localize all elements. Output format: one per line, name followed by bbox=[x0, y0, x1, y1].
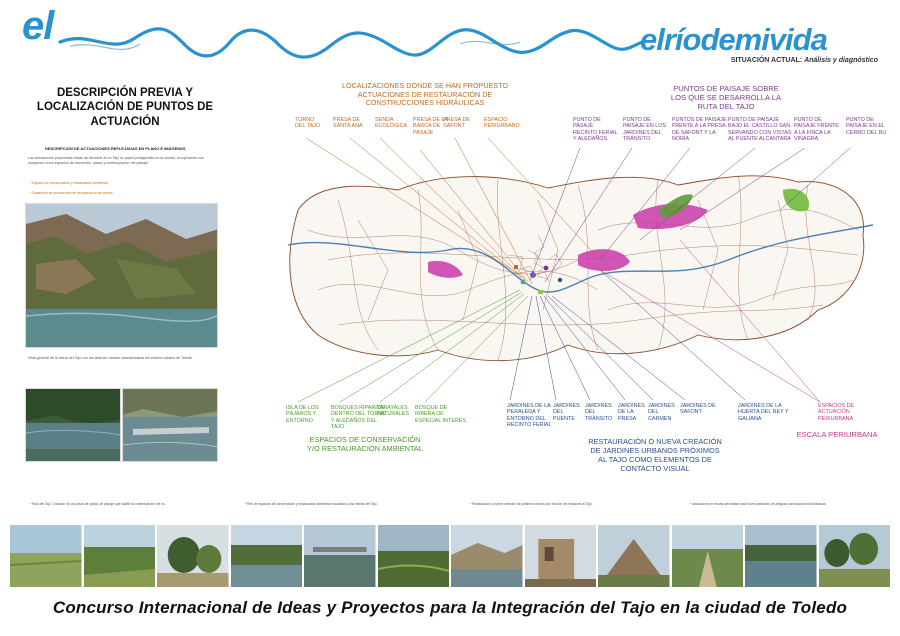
label-punto-castillo-san-servando bbox=[728, 117, 792, 143]
label-presa-santa-ana bbox=[333, 117, 363, 130]
label-line: PRESA DE bbox=[443, 117, 470, 123]
site-map bbox=[278, 140, 878, 390]
strip-photo-trees bbox=[157, 525, 229, 587]
left-title-line-3: ACTUACIÓN bbox=[90, 115, 160, 128]
label-line: ENTORNO DEL bbox=[507, 415, 546, 422]
strip-photo-orchard bbox=[84, 525, 156, 587]
label-line: ACTUACIÓN bbox=[818, 409, 850, 416]
label-jardines-huerta-rey bbox=[738, 403, 789, 422]
label-line: SANTA ANA bbox=[333, 123, 363, 130]
label-line: CERRO DEL BU bbox=[846, 129, 887, 136]
heading-hydraulic-line-3: CONSTRUCCIONES HIDRÁULICAS bbox=[365, 98, 485, 108]
label-line: DEL bbox=[553, 409, 564, 416]
label-line: NATURALES bbox=[377, 411, 409, 418]
heading-hydraulic bbox=[340, 82, 510, 108]
logo-left: el bbox=[22, 4, 54, 48]
label-jardines-carmen bbox=[648, 403, 675, 422]
label-line: JARDINES bbox=[585, 403, 612, 409]
left-caption-1: Vista general de la ribera del Tajo con las laderas rocosas características del entorno urbano de Toledo. bbox=[28, 356, 193, 360]
label-line: JARDINES DE LA bbox=[507, 403, 551, 409]
heading-conservation bbox=[290, 436, 440, 454]
label-line: BOSQUES RIPARIOS bbox=[331, 405, 385, 411]
label-presa-safont bbox=[443, 117, 470, 130]
label-line: GALIANA bbox=[738, 415, 762, 422]
label-line: ESPECIAL INTERÉS bbox=[415, 417, 467, 424]
label-line: PUNTO DE bbox=[794, 117, 822, 123]
bottom-note-4: * Actuaciones en escala periurbana para la recuperación de antiguas construcciones hidráulicas. bbox=[690, 502, 827, 506]
left-title-line-1: DESCRIPCIÓN PREVIA Y bbox=[56, 87, 194, 99]
bottom-note-2: * Red de espacios de conservación y restauración ambiental vinculados a las riberas del Tajo. bbox=[245, 502, 378, 506]
label-line: SERVANDO CON VISTAS bbox=[728, 129, 792, 136]
label-line: JARDINES bbox=[648, 403, 675, 409]
label-line: PRESA DE LA bbox=[413, 117, 449, 123]
label-jardines-puente bbox=[553, 403, 580, 422]
left-section-label: DESCRIPCIÓN DE ACTUACIONES REFLEJADAS EN PLANO E IMÁGENES bbox=[45, 146, 186, 151]
heading-gardens-line-1: RESTAURACIÓN O NUEVA CREACIÓN bbox=[588, 437, 722, 446]
label-bosque-ribera bbox=[415, 405, 466, 424]
label-jardines-presa bbox=[618, 403, 645, 422]
label-line: JARDINES DEL bbox=[623, 129, 662, 136]
strip-photo-mill bbox=[598, 525, 670, 587]
heading-gardens bbox=[582, 438, 728, 474]
strip-photo-reeds bbox=[378, 525, 450, 587]
label-line: A LA FINCA LA bbox=[794, 129, 831, 136]
left-title-line-2: LOCALIZACIÓN DE PUNTOS DE bbox=[36, 101, 214, 114]
strip-photo-valley bbox=[451, 525, 523, 587]
heading-hydraulic-line-1: LOCALIZACIONES DONDE SE HAN PROPUESTO bbox=[341, 81, 508, 90]
label-line: Y ALEDAÑOS bbox=[573, 136, 608, 143]
label-line: ESPACIOS DE bbox=[818, 403, 855, 409]
heading-route-line-1: PUNTOS DE PAISAJE SOBRE bbox=[673, 84, 779, 93]
label-punto-cerro-del-bu bbox=[846, 117, 886, 136]
label-line: TRÁNSITO bbox=[623, 136, 651, 143]
label-line: BOSQUE DE bbox=[415, 405, 448, 411]
strip-photo-path bbox=[672, 525, 744, 587]
label-espacios-periurbana bbox=[818, 403, 854, 422]
heading-conservation-line-1: ESPACIOS DE CONSERVACIÓN bbox=[309, 435, 421, 444]
label-line: DENTRO DEL TORNO bbox=[331, 411, 387, 418]
label-line: PÁJAROS Y bbox=[286, 411, 317, 418]
label-line: Y ALEDAÑOS DEL bbox=[331, 417, 378, 424]
label-line: PERIURBANO bbox=[484, 123, 520, 130]
label-punto-finca-vinagra bbox=[794, 117, 839, 143]
strip-photo-ruins bbox=[525, 525, 597, 587]
label-line: TAJO bbox=[331, 424, 345, 431]
label-line: RECINTO FERIAL bbox=[573, 129, 618, 136]
heading-route-line-2: LOS QUE SE DESARROLLA LA bbox=[670, 93, 782, 103]
label-line: PUNTO DE PAISAJE bbox=[728, 117, 780, 123]
label-line: JARDINES DE bbox=[680, 403, 716, 409]
label-torno-del-tajo bbox=[295, 117, 320, 130]
strip-photo-water bbox=[745, 525, 817, 587]
label-line: TARAYALES bbox=[377, 405, 408, 411]
footer-title: Concurso Internacional de Ideas y Proyectos para la Integración del Tajo en la ciudad de Toledo bbox=[52, 598, 848, 617]
label-line: PASAJE bbox=[413, 129, 434, 136]
label-line: PERIURBANA bbox=[818, 415, 854, 422]
heading-periurban-line-1: ESCALA PERIURBANA bbox=[796, 430, 878, 439]
bottom-note-1: * Ruta del Tajo. Creación de una traza de puntos de paisaje que facilite la contemplación del río. bbox=[30, 502, 166, 506]
label-line: JARDINES bbox=[618, 403, 645, 409]
label-line: HUERTA DEL REY Y bbox=[738, 409, 789, 416]
label-tarayales bbox=[377, 405, 409, 418]
label-line: AL PUENTE ALCANTARA bbox=[728, 136, 791, 143]
heading-hydraulic-line-2: ACTUACIONES DE RESTAURACIÓN DE bbox=[357, 89, 493, 99]
label-line: DE LA bbox=[618, 409, 634, 416]
subtitle-bold: SITUACIÓN ACTUAL: bbox=[730, 57, 803, 64]
label-line: PAISAJE FRENTE bbox=[794, 123, 839, 130]
label-line: NORIA bbox=[672, 136, 690, 143]
label-line: ESPACIO bbox=[484, 117, 508, 123]
label-line: PRESA bbox=[618, 415, 637, 422]
photo-weir bbox=[122, 388, 218, 462]
strip-photo-bridge bbox=[304, 525, 376, 587]
label-line: RECINTO FERIAL bbox=[507, 422, 552, 429]
label-line: SAFONT bbox=[680, 409, 702, 416]
label-line: DEL bbox=[648, 409, 659, 416]
label-line: JARDINES DE LA bbox=[738, 403, 782, 409]
label-line: TRÁNSITO bbox=[585, 415, 613, 422]
header-subtitle bbox=[700, 57, 878, 64]
label-jardines-safont bbox=[680, 403, 716, 416]
label-line: JARDINES bbox=[553, 403, 580, 409]
label-line: DE SAFONT Y LA bbox=[672, 129, 716, 136]
photo-river-bank bbox=[25, 388, 121, 462]
label-punto-jardines-transito bbox=[623, 117, 666, 143]
label-line: PUNTOS DE PAISAJE bbox=[672, 117, 727, 123]
label-line: PASAJE bbox=[573, 123, 594, 130]
label-line: PUNTO DE bbox=[846, 117, 874, 123]
left-title bbox=[30, 86, 220, 129]
photo-strip bbox=[10, 525, 890, 587]
label-line: SAFONT bbox=[443, 123, 465, 130]
label-line: PAISAJE EN LOS bbox=[623, 123, 667, 130]
heading-periurban bbox=[792, 430, 882, 439]
label-line: VINAGRA bbox=[794, 136, 819, 143]
heading-gardens-line-3: AL TAJO COMO ELEMENTOS DE bbox=[598, 454, 712, 464]
label-line: BARCA DE bbox=[413, 123, 441, 130]
heading-gardens-line-2: DE JARDINES URBANOS PRÓXIMOS bbox=[590, 445, 720, 455]
label-line: BAJO EL CASTILLO SAN bbox=[728, 123, 791, 130]
label-line: ENTORNO bbox=[286, 417, 313, 424]
label-line: FRENTE A LA PRESA bbox=[672, 123, 726, 130]
label-senda-ecologica bbox=[375, 117, 407, 130]
label-line: PUENTE bbox=[553, 415, 575, 422]
label-line: ECOLÓGICA bbox=[375, 123, 408, 130]
label-line: PUNTO DE bbox=[573, 117, 601, 123]
label-line: PRESA DE bbox=[333, 117, 360, 123]
label-line: ISLA DE LOS bbox=[286, 405, 319, 411]
label-punto-recinto-ferial bbox=[573, 117, 618, 143]
label-jardines-transito bbox=[585, 403, 612, 422]
label-isla-pajaros bbox=[286, 405, 319, 424]
label-line: PUNTO DE bbox=[623, 117, 651, 123]
label-espacio-periurbano bbox=[484, 117, 520, 130]
strip-photo-riverbank bbox=[231, 525, 303, 587]
left-note-2: * Desarrollo de actuaciones de recuperación de riberas. bbox=[30, 191, 114, 195]
left-note-1: * Espacio de conservación y restauración ambiental. bbox=[30, 181, 109, 185]
label-line: DEL TAJO bbox=[295, 123, 321, 130]
label-line: TORNO bbox=[295, 117, 315, 123]
label-jardines-peraleda bbox=[507, 403, 552, 429]
heading-route bbox=[668, 84, 784, 111]
logo-right: elríodemivida bbox=[640, 22, 827, 57]
label-line: PERALEDA Y bbox=[507, 409, 541, 416]
subtitle-italic: Análisis y diagnóstico bbox=[804, 57, 878, 64]
strip-photo-fields bbox=[10, 525, 82, 587]
heading-conservation-line-2: Y/O RESTAURACIÓN AMBIENTAL bbox=[307, 443, 423, 453]
label-line: CARMEN bbox=[648, 415, 672, 422]
strip-photo-grove bbox=[819, 525, 891, 587]
heading-route-line-3: RUTA DEL TAJO bbox=[697, 102, 755, 112]
label-line: RIBERA DE bbox=[415, 411, 444, 418]
label-line: DEL bbox=[585, 409, 596, 416]
left-intro-text: Las actuaciones propuestas tratan de devolver al río Tajo su papel protagonista en la ciudad, recuperando sus márgenes como espacios de encuentro, paseo y contemplación del paisaje. bbox=[28, 156, 204, 165]
bottom-note-3: * Restauración o nueva creación de jardines urbanos con función de miradores al Tajo. bbox=[470, 502, 593, 506]
label-punto-presa-safont bbox=[672, 117, 727, 143]
label-line: PAISAJE EN EL bbox=[846, 123, 885, 130]
photo-river-cliffs bbox=[25, 203, 218, 348]
label-line: SENDA bbox=[375, 117, 394, 123]
heading-gardens-line-4: CONTACTO VISUAL bbox=[620, 463, 690, 473]
